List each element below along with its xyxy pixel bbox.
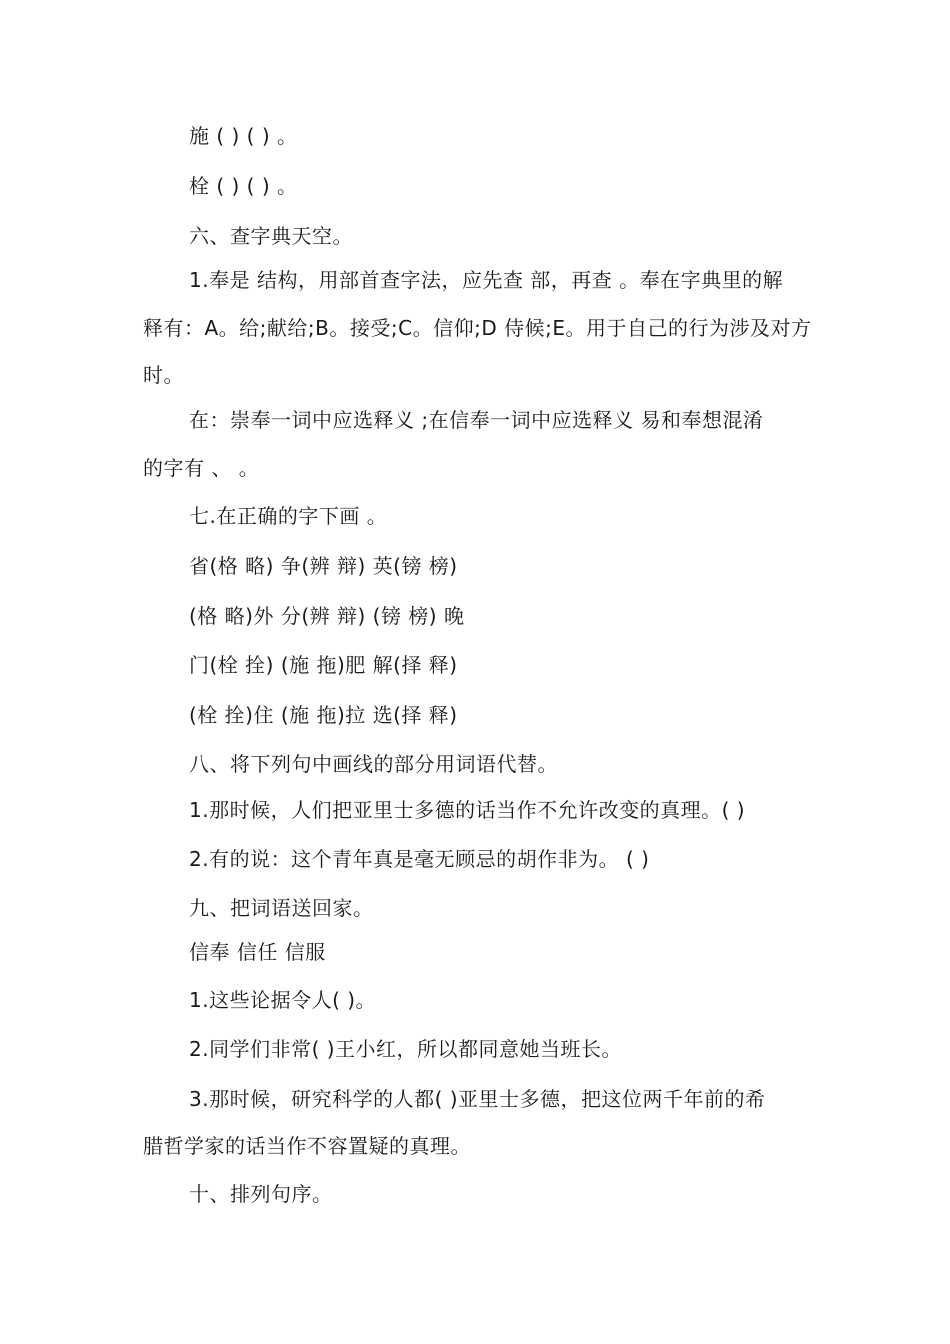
question-6-2-line-1: 在：崇奉一词中应选释义 ;在信奉一词中应选释义 易和奉想混淆 [189, 408, 764, 432]
section-heading-9: 九、把词语送回家。 [189, 896, 374, 920]
section-heading-7: 七.在正确的字下画 。 [189, 504, 388, 528]
choice-row-3: 门(栓 拴) (施 拖)肥 解(择 释) [189, 653, 458, 677]
question-6-2-line-2: 的字有 、 。 [143, 456, 260, 480]
question-9-1: 1.这些论据令人( )。 [189, 988, 377, 1012]
question-6-1-line-3: 时。 [143, 363, 184, 387]
section-heading-6: 六、查字典天空。 [189, 224, 353, 248]
text-line-shi: 施 ( ) ( ) 。 [189, 124, 298, 148]
question-6-1-line-1: 1.奉是 结构，用部首查字法，应先查 部，再查 。奉在字典里的解 [189, 268, 784, 292]
section-heading-8: 八、将下列句中画线的部分用词语代替。 [189, 752, 558, 776]
choice-row-2: (格 略)外 分(辨 辩) (镑 榜) 晚 [189, 604, 465, 628]
choice-row-4: (栓 拴)住 (施 拖)拉 选(择 释) [189, 703, 458, 727]
text-line-shuan: 栓 ( ) ( ) 。 [189, 174, 298, 198]
word-bank: 信奉 信任 信服 [189, 940, 326, 964]
question-9-3-line-1: 3.那时候，研究科学的人都( )亚里士多德，把这位两千年前的希 [189, 1087, 766, 1111]
question-6-1-line-2: 释有：A。给;献给;B。接受;C。信仰;D 侍候;E。用于自己的行为涉及对方 [143, 316, 812, 340]
question-9-3-line-2: 腊哲学家的话当作不容置疑的真理。 [143, 1134, 471, 1158]
section-heading-10: 十、排列句序。 [189, 1182, 333, 1206]
question-8-2: 2.有的说：这个青年真是毫无顾忌的胡作非为。 ( ) [189, 847, 650, 871]
question-9-2: 2.同学们非常( )王小红，所以都同意她当班长。 [189, 1037, 623, 1061]
choice-row-1: 省(格 略) 争(辨 辩) 英(镑 榜) [189, 554, 458, 578]
question-8-1: 1.那时候，人们把亚里士多德的话当作不允许改变的真理。( ) [189, 798, 746, 822]
